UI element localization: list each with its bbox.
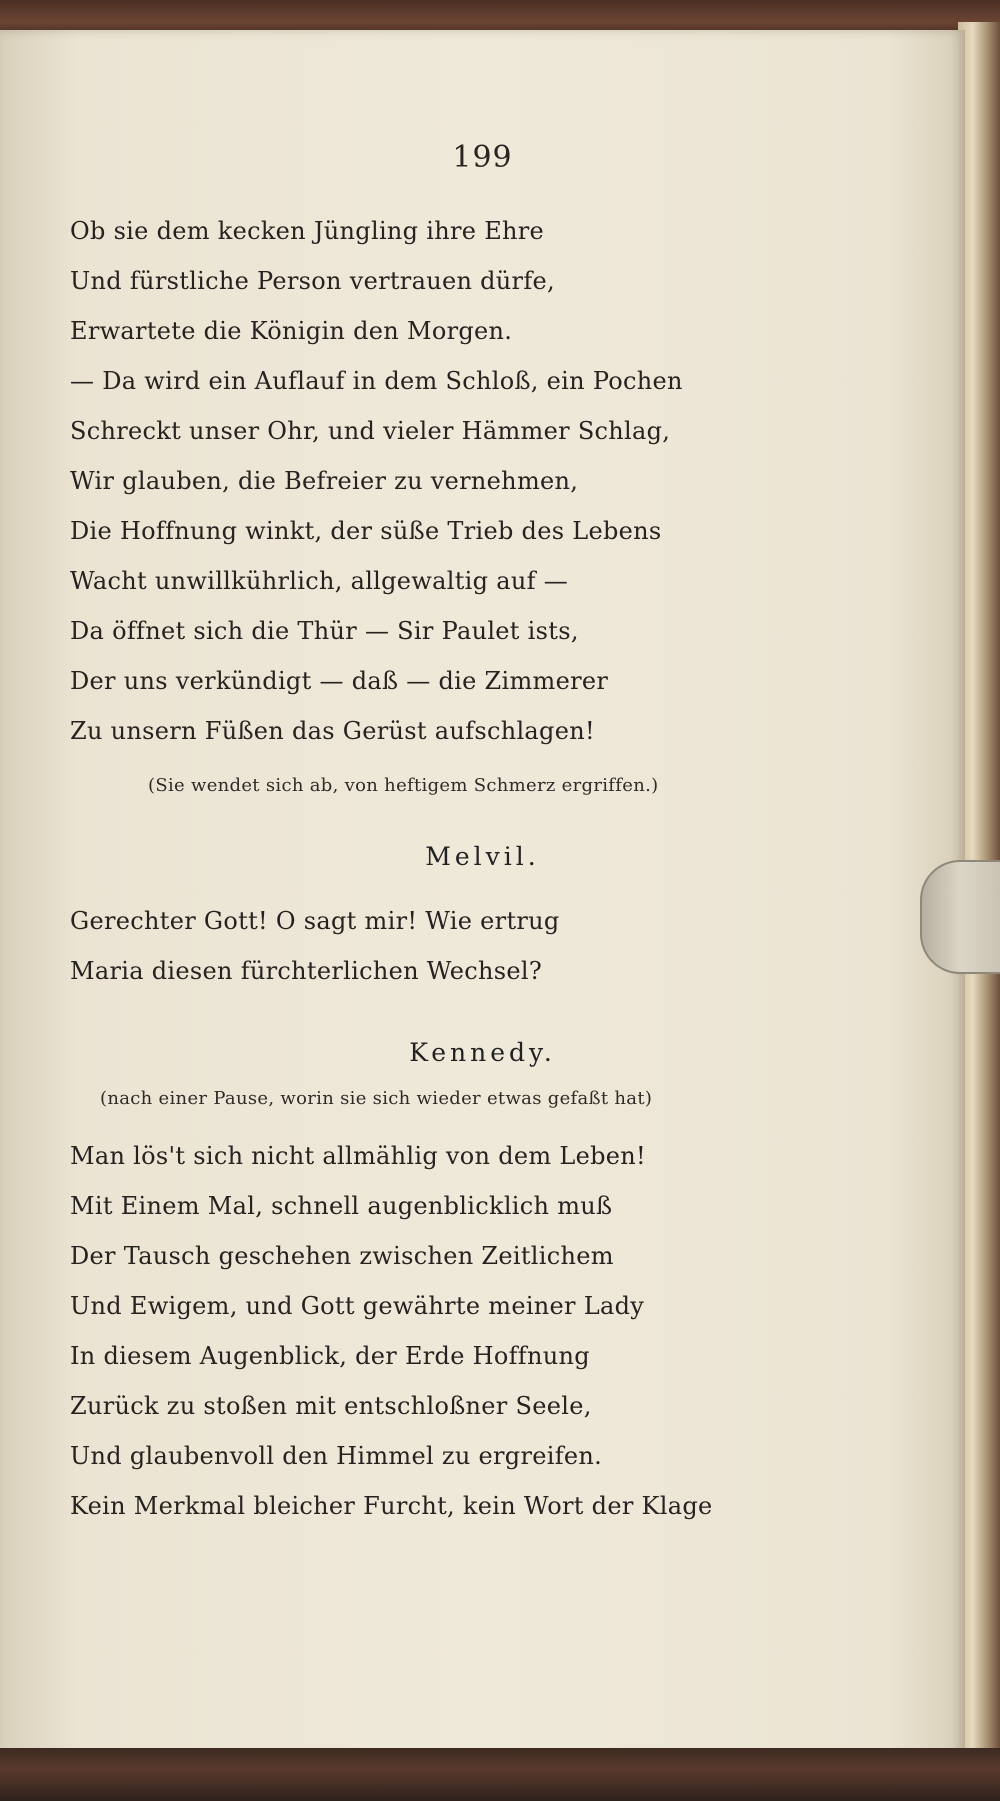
page-number: 199 — [452, 140, 513, 175]
verse-line: Wacht unwillkührlich, allgewaltig auf — — [70, 567, 569, 595]
verse-line: Mit Einem Mal, schnell augenblicklich muß — [70, 1192, 613, 1220]
verse-line: Zu unsern Füßen das Gerüst aufschlagen! — [70, 717, 595, 745]
verse-line: Zurück zu stoßen mit entschloßner Seele, — [70, 1392, 592, 1420]
verse-line: Gerechter Gott! O sagt mir! Wie ertrug — [70, 907, 560, 935]
verse-line: Man lös't sich nicht allmählig von dem Leben! — [70, 1142, 646, 1170]
verse-line: Und glaubenvoll den Himmel zu ergreifen. — [70, 1442, 603, 1470]
book-page — [0, 30, 965, 1758]
verse-line: Da öffnet sich die Thür — Sir Paulet ists, — [70, 617, 579, 645]
page-clip — [920, 860, 1000, 974]
stage-direction: (nach einer Pause, worin sie sich wieder etwas gefaßt hat) — [100, 1088, 653, 1109]
verse-line: In diesem Augenblick, der Erde Hoffnung — [70, 1342, 590, 1370]
verse-line: Die Hoffnung winkt, der süße Trieb des Lebens — [70, 517, 662, 545]
verse-line: Ob sie dem kecken Jüngling ihre Ehre — [70, 217, 545, 245]
verse-line: Der uns verkündigt — daß — die Zimmerer — [70, 667, 609, 695]
verse-line: — Da wird ein Auflauf in dem Schloß, ein Pochen — [70, 367, 683, 395]
verse-line: Und Ewigem, und Gott gewährte meiner Lady — [70, 1292, 645, 1320]
verse-line: Wir glauben, die Befreier zu vernehmen, — [70, 467, 579, 495]
speaker-name: Kennedy. — [409, 1038, 556, 1067]
verse-line: Erwartete die Königin den Morgen. — [70, 317, 513, 345]
verse-line: Der Tausch geschehen zwischen Zeitlichem — [70, 1242, 614, 1270]
verse-line: Maria diesen fürchterlichen Wechsel? — [70, 957, 543, 985]
book-cover-bottom — [0, 1748, 1000, 1801]
speaker-name: Melvil. — [425, 842, 540, 871]
verse-line: Kein Merkmal bleicher Furcht, kein Wort der Klage — [70, 1492, 713, 1520]
verse-line: Schreckt unser Ohr, und vieler Hämmer Schlag, — [70, 417, 671, 445]
stage-direction: (Sie wendet sich ab, von heftigem Schmerz ergriffen.) — [148, 775, 659, 796]
verse-line: Und fürstliche Person vertrauen dürfe, — [70, 267, 555, 295]
